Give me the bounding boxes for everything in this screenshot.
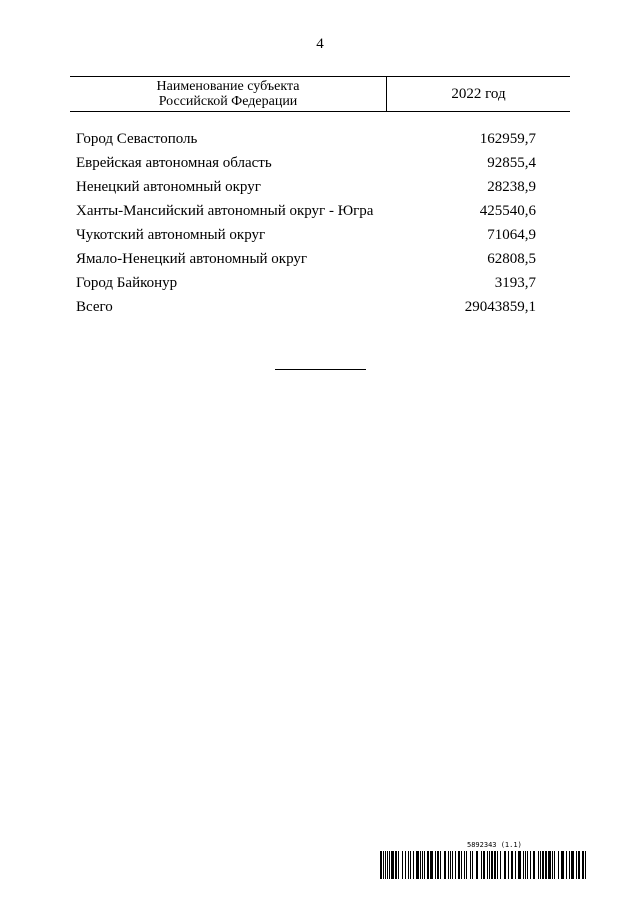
row-region-name: Город Севастополь <box>76 131 198 147</box>
row-value: 29043859,1 <box>464 299 536 315</box>
table-header <box>70 76 570 112</box>
table-row <box>76 271 536 295</box>
row-region-name: Еврейская автономная область <box>76 155 272 171</box>
row-value: 28238,9 <box>487 179 536 195</box>
row-value: 162959,7 <box>479 131 536 147</box>
table-row-total <box>76 295 536 319</box>
row-region-name: Всего <box>76 299 113 315</box>
column-header-name-line1: Наименование субъекта <box>156 79 300 94</box>
row-value: 3193,7 <box>494 275 536 291</box>
table-row <box>76 127 536 151</box>
row-region-name: Ямало-Ненецкий автономный округ <box>76 251 308 267</box>
table-row <box>76 175 536 199</box>
row-value: 62808,5 <box>487 251 536 267</box>
table-row <box>76 151 536 175</box>
table-row <box>76 199 536 223</box>
column-header-year: 2022 год <box>451 86 506 102</box>
row-value: 425540,6 <box>479 203 536 219</box>
row-region-name: Ханты-Мансийский автономный округ - Югра <box>76 203 374 219</box>
end-of-document-rule <box>275 369 366 370</box>
table-body <box>76 127 536 319</box>
row-region-name: Чукотский автономный округ <box>76 227 266 243</box>
row-value: 92855,4 <box>487 155 536 171</box>
column-header-region-name <box>70 77 387 111</box>
barcode-caption: 5892343 (1.1) <box>467 841 522 849</box>
document-barcode <box>379 841 590 881</box>
barcode-icon <box>379 851 590 879</box>
row-region-name: Город Байконур <box>76 275 178 291</box>
row-value: 71064,9 <box>487 227 536 243</box>
table-row <box>76 247 536 271</box>
row-region-name: Ненецкий автономный округ <box>76 179 261 195</box>
column-header-name-line2: Российской Федерации <box>158 94 298 109</box>
table-row <box>76 223 536 247</box>
page-number: 4 <box>316 36 324 52</box>
